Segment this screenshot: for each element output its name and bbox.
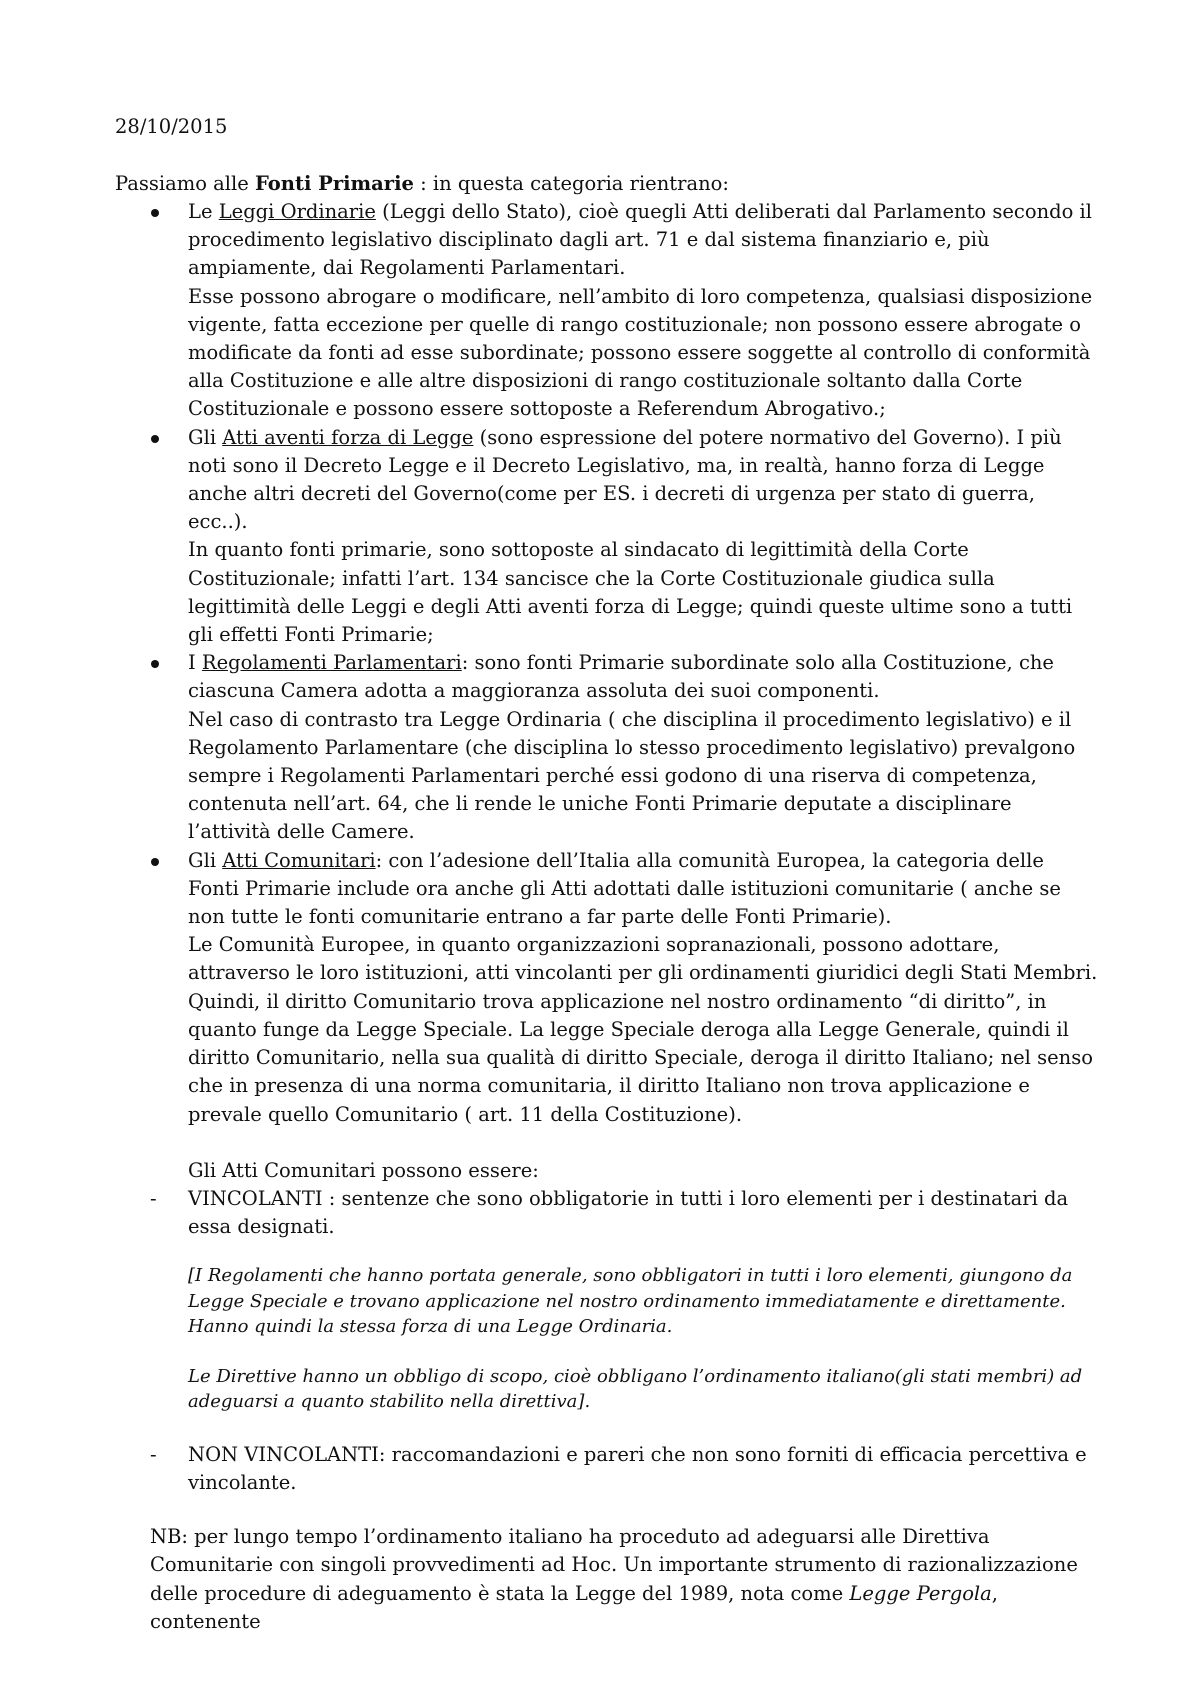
nb-italic-term: Legge Pergola <box>849 1581 992 1605</box>
list-item <box>0 198 1100 424</box>
bullet-icon <box>151 660 159 668</box>
list-item <box>0 847 1100 1185</box>
intro-text-end: : in questa categoria rientrano: <box>413 172 729 195</box>
item-extra: Esse possono abrogare o modificare, nell’ambito di loro competenza, qualsiasi disposizione vigente, fatta eccezione per quelle di rango costituzionale; non possono essere abrogate o modificate da fonti ad esse subordinate; possono essere soggette al controllo di conformità alla Costituzione e alle altre disposizioni di rango costituzionale soltanto dalla Corte Costituzionale e possono essere sottoposte a Referendum Abrogativo.; <box>188 284 1093 421</box>
item-prefix: I <box>188 651 202 675</box>
atti-intro: Gli Atti Comunitari possono essere: <box>188 1158 539 1182</box>
sources-list <box>0 198 1200 1636</box>
intro-paragraph <box>115 170 1115 198</box>
item-extra: Nel caso di contrasto tra Legge Ordinaria ( che disciplina il procedimento legislativo) e il Regolamento Parlamentare (che disciplina lo stesso procedimento legislativo) prevalgono sempre i Regolamenti Parlamentari perché essi godono di una riserva di competenza, contenuta nell’art. 64, che li rende le uniche Fonti Primarie deputate a disciplinare l’attività delle Camere. <box>188 707 1076 844</box>
dash-icon: - <box>150 1442 157 1466</box>
item-prefix: Le <box>188 200 219 223</box>
item-text: : sono fonti Primarie subordinate solo alla Costituzione, che ciascuna Camera adotta a maggioranza assoluta dei suoi componenti. <box>188 651 1054 703</box>
nb-text: NB: per lungo tempo l’ordinamento italiano ha proceduto ad adeguarsi alle Direttiva Comunitarie con singoli provvedimenti ad Hoc. Un importante strumento di razionalizzazione delle procedure di adeguamento è stata la Legge del 1989, nota come <box>150 1525 1078 1605</box>
item-term: Atti Comunitari <box>222 848 376 872</box>
item-extra: Le Comunità Europee, in quanto organizzazioni sopranazionali, possono adottare, attraverso le loro istituzioni, atti vincolanti per gli ordinamenti giuridici degli Stati Membri. Quindi, il diritto Comunitario trova applicazione nel nostro ordinamento “di diritto”, in quanto funge da Legge Speciale. La legge Speciale deroga alla Legge Generale, quindi il diritto Comunitario, nella sua qualità di diritto Speciale, deroga il diritto Italiano; nel senso che in presenza di una norma comunitaria, il diritto Italiano non trova applicazione e prevale quello Comunitario ( art. 11 della Costituzione). <box>188 933 1098 1126</box>
nb-paragraph <box>0 1523 1100 1636</box>
item-text: : con l’adesione dell’Italia alla comunità Europea, la categoria delle Fonti Primarie include ora anche gli Atti adottati dalle istituzioni comunitarie ( anche se non tutte le fonti comunitarie entrano a far parte delle Fonti Primarie). <box>188 848 1061 929</box>
item-term: Leggi Ordinarie <box>218 200 376 223</box>
item-text: (sono espressione del potere normativo del Governo). I più noti sono il Decreto Legge e il Decreto Legislativo, ma, in realtà, hanno forza di Legge anche altri decreti del Governo(come per ES. i decreti di urgenza per stato di guerra, ecc..). <box>188 425 1062 534</box>
non-vincolanti-text: NON VINCOLANTI: raccomandazioni e pareri che non sono forniti di efficacia percettiva e vincolante. <box>188 1442 1087 1495</box>
list-item <box>0 424 1100 650</box>
item-prefix: Gli <box>188 425 223 449</box>
item-term: Regolamenti Parlamentari <box>201 651 462 675</box>
date: 28/10/2015 <box>115 115 228 138</box>
bullet-icon <box>151 858 159 866</box>
bullet-icon <box>151 209 159 217</box>
intro-bold-term: Fonti Primarie <box>255 172 414 195</box>
italic-note-direttive: Le Direttive hanno un obbligo di scopo, cioè obbligano l’ordinamento italiano(gli stati membri) ad adeguarsi a quanto stabilito nella direttiva]. <box>188 1365 1083 1413</box>
item-term: Atti aventi forza di Legge <box>222 425 474 449</box>
nb-text-end: , contenente <box>150 1581 998 1633</box>
list-item-vincolanti <box>0 1185 1100 1241</box>
item-extra: In quanto fonti primarie, sono sottoposte al sindacato di legittimità della Corte Costituzionale; infatti l’art. 134 sancisce che la Corte Costituzionale giudica sulla legittimità delle Leggi e degli Atti aventi forza di Legge; quindi queste ultime sono a tutti gli effetti Fonti Primarie; <box>188 538 1073 647</box>
italic-note-regolamenti: [I Regolamenti che hanno portata generale, sono obbligatori in tutti i loro elementi, giungono da Legge Speciale e trovano applicazione nel nostro ordinamento immediatamente e direttamente. Hanno quindi la stessa forza di una Legge Ordinaria. <box>188 1265 1073 1338</box>
intro-text: Passiamo alle <box>115 172 256 195</box>
vincolanti-text: VINCOLANTI : sentenze che sono obbligatorie in tutti i loro elementi per i destinatari da essa designati. <box>188 1186 1069 1239</box>
item-text: (Leggi dello Stato), cioè quegli Atti deliberati dal Parlamento secondo il procedimento legislativo disciplinato dagli art. 71 e dal sistema finanziario e, più ampiamente, dai Regolamenti Parlamentari. <box>188 200 1093 280</box>
item-prefix: Gli <box>188 848 223 872</box>
dash-icon: - <box>150 1186 157 1210</box>
bullet-icon <box>151 435 159 443</box>
list-item-non-vincolanti <box>0 1441 1100 1497</box>
list-item <box>0 649 1100 846</box>
